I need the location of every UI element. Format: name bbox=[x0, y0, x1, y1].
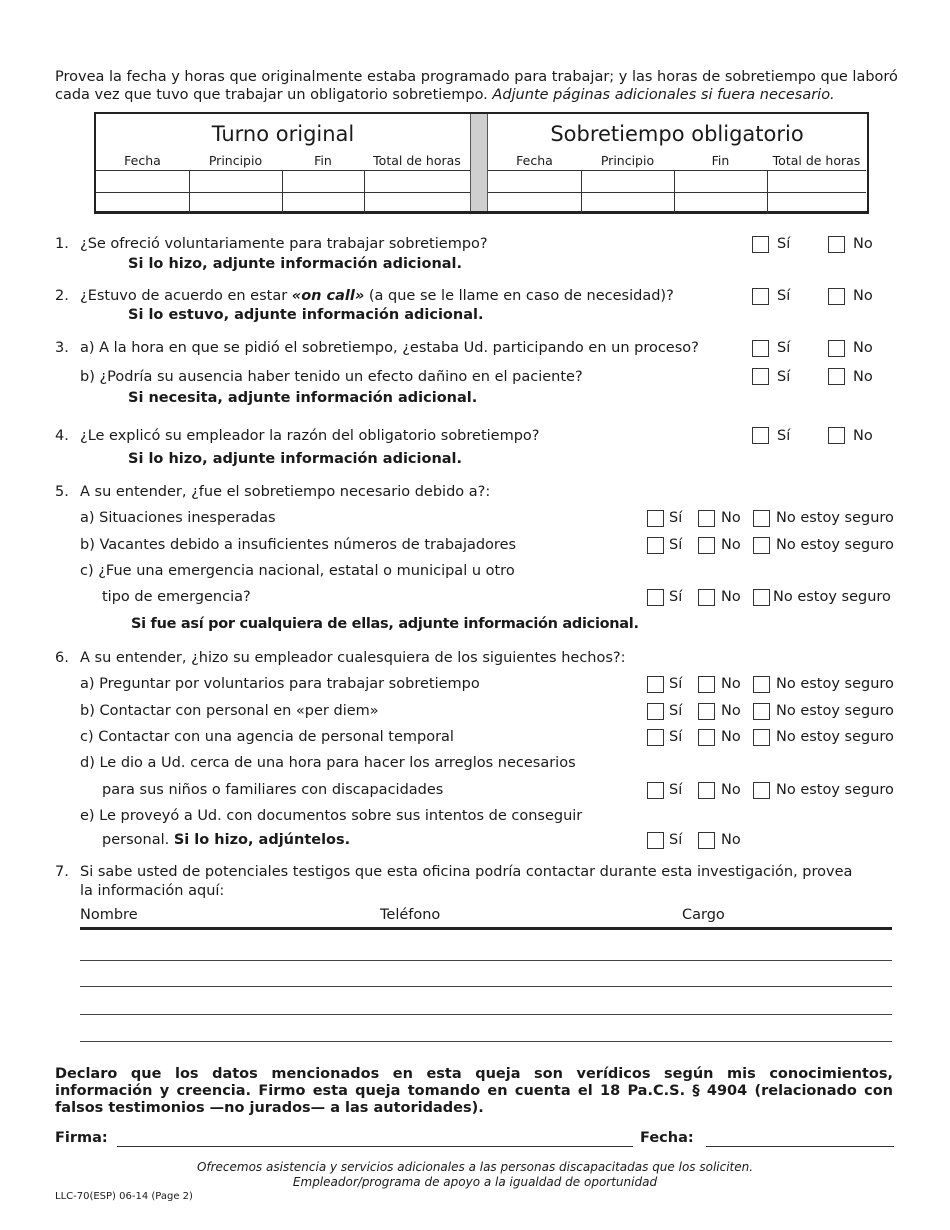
q6e-text-plain: personal. bbox=[102, 832, 174, 848]
q2-no-label: No bbox=[853, 288, 873, 304]
q6d-yes-label: Sí bbox=[669, 782, 683, 798]
q6b-no-checkbox[interactable] bbox=[698, 703, 715, 720]
witness-line-4[interactable] bbox=[80, 1041, 892, 1042]
row-line bbox=[488, 192, 866, 193]
witness-header-rule bbox=[80, 927, 892, 930]
q6b-unsure-checkbox[interactable] bbox=[753, 703, 770, 720]
intro-italic: Adjunte páginas adicionales si fuera necesario. bbox=[492, 87, 835, 103]
q6d-no-checkbox[interactable] bbox=[698, 782, 715, 799]
q4-note: Si lo hizo, adjunte información adicional. bbox=[128, 451, 463, 467]
col-total-hours: Total de horas bbox=[772, 153, 861, 168]
q6b-yes-checkbox[interactable] bbox=[647, 703, 664, 720]
q3a-no-label: No bbox=[853, 340, 873, 356]
table-separator bbox=[470, 114, 488, 211]
q5-text: A su entender, ¿fue el sobretiempo necesario debido a?: bbox=[80, 484, 491, 500]
q5c-yes-checkbox[interactable] bbox=[647, 589, 664, 606]
q5c-text-line2: tipo de emergencia? bbox=[102, 589, 251, 605]
ot-end-cell-1[interactable] bbox=[674, 170, 767, 192]
q5c-unsure-checkbox[interactable] bbox=[753, 589, 770, 606]
q6b-no-label: No bbox=[721, 703, 741, 719]
q6e-yes-checkbox[interactable] bbox=[647, 832, 664, 849]
q6d-unsure-label: No estoy seguro bbox=[776, 782, 894, 798]
q6c-unsure-checkbox[interactable] bbox=[753, 729, 770, 746]
q7-text-line2: la información aquí: bbox=[80, 883, 225, 899]
row-line bbox=[96, 192, 470, 193]
intro-text: Provea la fecha y horas que originalmente estaba programado para trabajar; y las horas de sobretiempo que laboró cada vez que tuvo que trabajar un obligatorio sobretiempo. bbox=[55, 69, 898, 103]
signature-label: Firma: bbox=[55, 1130, 108, 1146]
orig-total-cell-1[interactable] bbox=[364, 170, 470, 192]
q1-no-label: No bbox=[853, 236, 873, 252]
col-date: Fecha bbox=[516, 153, 553, 168]
q6d-no-label: No bbox=[721, 782, 741, 798]
ot-total-cell-1[interactable] bbox=[767, 170, 866, 192]
q7-number: 7. bbox=[55, 864, 69, 880]
orig-end-cell-1[interactable] bbox=[282, 170, 364, 192]
q3a-yes-checkbox[interactable] bbox=[752, 340, 769, 357]
q2-number: 2. bbox=[55, 288, 69, 304]
q3-number: 3. bbox=[55, 340, 69, 356]
q2-yes-label: Sí bbox=[777, 288, 791, 304]
q6c-unsure-label: No estoy seguro bbox=[776, 729, 894, 745]
q6c-yes-label: Sí bbox=[669, 729, 683, 745]
col-total-hours: Total de horas bbox=[373, 153, 461, 168]
q1-yes-label: Sí bbox=[777, 236, 791, 252]
q5a-no-label: No bbox=[721, 510, 741, 526]
q2-text-em: «on call» bbox=[291, 288, 365, 304]
col-end: Fin bbox=[711, 153, 730, 168]
q5a-yes-label: Sí bbox=[669, 510, 683, 526]
q5c-text-line1: c) ¿Fue una emergencia nacional, estatal o municipal u otro bbox=[80, 563, 515, 579]
footer-line-2: Empleador/programa de apoyo a la igualdad de oportunidad bbox=[292, 1175, 658, 1189]
witness-line-1[interactable] bbox=[80, 960, 892, 961]
q5c-no-label: No bbox=[721, 589, 741, 605]
q6a-no-label: No bbox=[721, 676, 741, 692]
q5a-yes-checkbox[interactable] bbox=[647, 510, 664, 527]
q5a-no-checkbox[interactable] bbox=[698, 510, 715, 527]
col-start: Principio bbox=[208, 153, 263, 168]
q1-no-checkbox[interactable] bbox=[828, 236, 845, 253]
q6b-text: b) Contactar con personal en «per diem» bbox=[80, 703, 379, 719]
witness-line-3[interactable] bbox=[80, 1014, 892, 1015]
q1-text: ¿Se ofreció voluntariamente para trabajar sobretiempo? bbox=[80, 236, 488, 252]
q4-no-checkbox[interactable] bbox=[828, 427, 845, 444]
declaration-text: Declaro que los datos mencionados en esta queja son verídicos según mis conocimientos, información y creencia. Firmo esta queja tomando en cuenta el 18 Pa.C.S. § 4904 (relacionado con falsos testimonios —no jurados— a las autoridades). bbox=[55, 1066, 893, 1116]
q2-text-pre: ¿Estuvo de acuerdo en estar bbox=[80, 288, 292, 304]
q2-text-post: (a que se le llame en caso de necesidad)? bbox=[364, 288, 674, 304]
q4-number: 4. bbox=[55, 428, 69, 444]
q6e-no-checkbox[interactable] bbox=[698, 832, 715, 849]
orig-start-cell-1[interactable] bbox=[189, 170, 282, 192]
q5a-unsure-checkbox[interactable] bbox=[753, 510, 770, 527]
q6d-unsure-checkbox[interactable] bbox=[753, 782, 770, 799]
q6d-text-line2: para sus niños o familiares con discapacidades bbox=[102, 782, 444, 798]
q6-number: 6. bbox=[55, 650, 69, 666]
q6d-yes-checkbox[interactable] bbox=[647, 782, 664, 799]
q6a-unsure-label: No estoy seguro bbox=[776, 676, 894, 692]
q3b-no-label: No bbox=[853, 369, 873, 385]
q6e-text-line1: e) Le proveyó a Ud. con documentos sobre sus intentos de conseguir bbox=[80, 808, 583, 824]
q2-text bbox=[80, 288, 674, 304]
q5b-no-label: No bbox=[721, 537, 741, 553]
q4-no-label: No bbox=[853, 428, 873, 444]
orig-date-cell-1[interactable] bbox=[96, 170, 189, 192]
q3b-text: b) ¿Podría su ausencia haber tenido un efecto dañino en el paciente? bbox=[80, 369, 583, 385]
q6c-no-checkbox[interactable] bbox=[698, 729, 715, 746]
q5b-no-checkbox[interactable] bbox=[698, 537, 715, 554]
q5b-unsure-checkbox[interactable] bbox=[753, 537, 770, 554]
q5c-no-checkbox[interactable] bbox=[698, 589, 715, 606]
q5b-unsure-label: No estoy seguro bbox=[776, 537, 894, 553]
intro-paragraph bbox=[55, 68, 900, 104]
original-shift-section bbox=[96, 114, 470, 211]
original-shift-title: Turno original bbox=[211, 122, 355, 146]
q5b-text: b) Vacantes debido a insuficientes números de trabajadores bbox=[80, 537, 517, 553]
q3b-yes-label: Sí bbox=[777, 369, 791, 385]
q4-yes-label: Sí bbox=[777, 428, 791, 444]
q6c-text: c) Contactar con una agencia de personal temporal bbox=[80, 729, 454, 745]
col-date: Fecha bbox=[124, 153, 161, 168]
col-start: Principio bbox=[600, 153, 655, 168]
q5c-yes-label: Sí bbox=[669, 589, 683, 605]
q6c-yes-checkbox[interactable] bbox=[647, 729, 664, 746]
q2-note: Si lo estuvo, adjunte información adicional. bbox=[128, 307, 484, 323]
q3b-no-checkbox[interactable] bbox=[828, 368, 845, 385]
q6a-no-checkbox[interactable] bbox=[698, 676, 715, 693]
q6-text: A su entender, ¿hizo su empleador cualesquiera de los siguientes hechos?: bbox=[80, 650, 626, 666]
q1-note: Si lo hizo, adjunte información adicional. bbox=[128, 256, 463, 272]
q3a-yes-label: Sí bbox=[777, 340, 791, 356]
witness-line-2[interactable] bbox=[80, 986, 892, 987]
q6e-yes-label: Sí bbox=[669, 832, 683, 848]
q5b-yes-checkbox[interactable] bbox=[647, 537, 664, 554]
q5c-unsure-label: No estoy seguro bbox=[773, 589, 891, 605]
q6a-yes-checkbox[interactable] bbox=[647, 676, 664, 693]
q2-no-checkbox[interactable] bbox=[828, 288, 845, 305]
q6e-text-line2 bbox=[102, 832, 350, 848]
date-label: Fecha: bbox=[640, 1130, 694, 1146]
q3b-yes-checkbox[interactable] bbox=[752, 368, 769, 385]
q1-yes-checkbox[interactable] bbox=[752, 236, 769, 253]
witness-role-header: Cargo bbox=[682, 907, 725, 923]
witness-phone-header: Teléfono bbox=[380, 907, 441, 923]
q6c-no-label: No bbox=[721, 729, 741, 745]
witness-name-header: Nombre bbox=[80, 907, 138, 923]
q1-number: 1. bbox=[55, 236, 69, 252]
q6a-text: a) Preguntar por voluntarios para trabajar sobretiempo bbox=[80, 676, 480, 692]
footer-line-1: Ofrecemos asistencia y servicios adicionales a las personas discapacitadas que los soliciten. bbox=[196, 1160, 754, 1174]
q5b-yes-label: Sí bbox=[669, 537, 683, 553]
q3a-no-checkbox[interactable] bbox=[828, 340, 845, 357]
ot-start-cell-1[interactable] bbox=[581, 170, 674, 192]
q4-text: ¿Le explicó su empleador la razón del obligatorio sobretiempo? bbox=[80, 428, 540, 444]
col-end: Fin bbox=[314, 153, 332, 168]
q5-note: Si fue así por cualquiera de ellas, adjunte información adicional. bbox=[131, 616, 639, 632]
q6e-note: Si lo hizo, adjúntelos. bbox=[173, 832, 351, 848]
q6b-unsure-label: No estoy seguro bbox=[776, 703, 894, 719]
q5-number: 5. bbox=[55, 484, 69, 500]
q4-yes-checkbox[interactable] bbox=[752, 427, 769, 444]
mandatory-overtime-title: Sobretiempo obligatorio bbox=[550, 122, 804, 146]
q6a-unsure-checkbox[interactable] bbox=[753, 676, 770, 693]
ot-date-cell-1[interactable] bbox=[488, 170, 581, 192]
mandatory-overtime-section bbox=[488, 114, 866, 211]
q6d-text-line1: d) Le dio a Ud. cerca de una hora para hacer los arreglos necesarios bbox=[80, 755, 576, 771]
form-code: LLC-70(ESP) 06-14 (Page 2) bbox=[55, 1191, 193, 1202]
q3-note: Si necesita, adjunte información adicional. bbox=[128, 390, 478, 406]
q6e-no-label: No bbox=[721, 832, 741, 848]
q3a-text: a) A la hora en que se pidió el sobretiempo, ¿estaba Ud. participando en un proceso? bbox=[80, 340, 699, 356]
date-line[interactable] bbox=[706, 1146, 894, 1147]
q7-text-line1: Si sabe usted de potenciales testigos que esta oficina podría contactar durante esta investigación, provea bbox=[80, 864, 853, 880]
schedule-table bbox=[94, 112, 869, 214]
q2-yes-checkbox[interactable] bbox=[752, 288, 769, 305]
q6b-yes-label: Sí bbox=[669, 703, 683, 719]
q5a-unsure-label: No estoy seguro bbox=[776, 510, 894, 526]
q5a-text: a) Situaciones inesperadas bbox=[80, 510, 276, 526]
signature-line[interactable] bbox=[117, 1146, 633, 1147]
q6a-yes-label: Sí bbox=[669, 676, 683, 692]
